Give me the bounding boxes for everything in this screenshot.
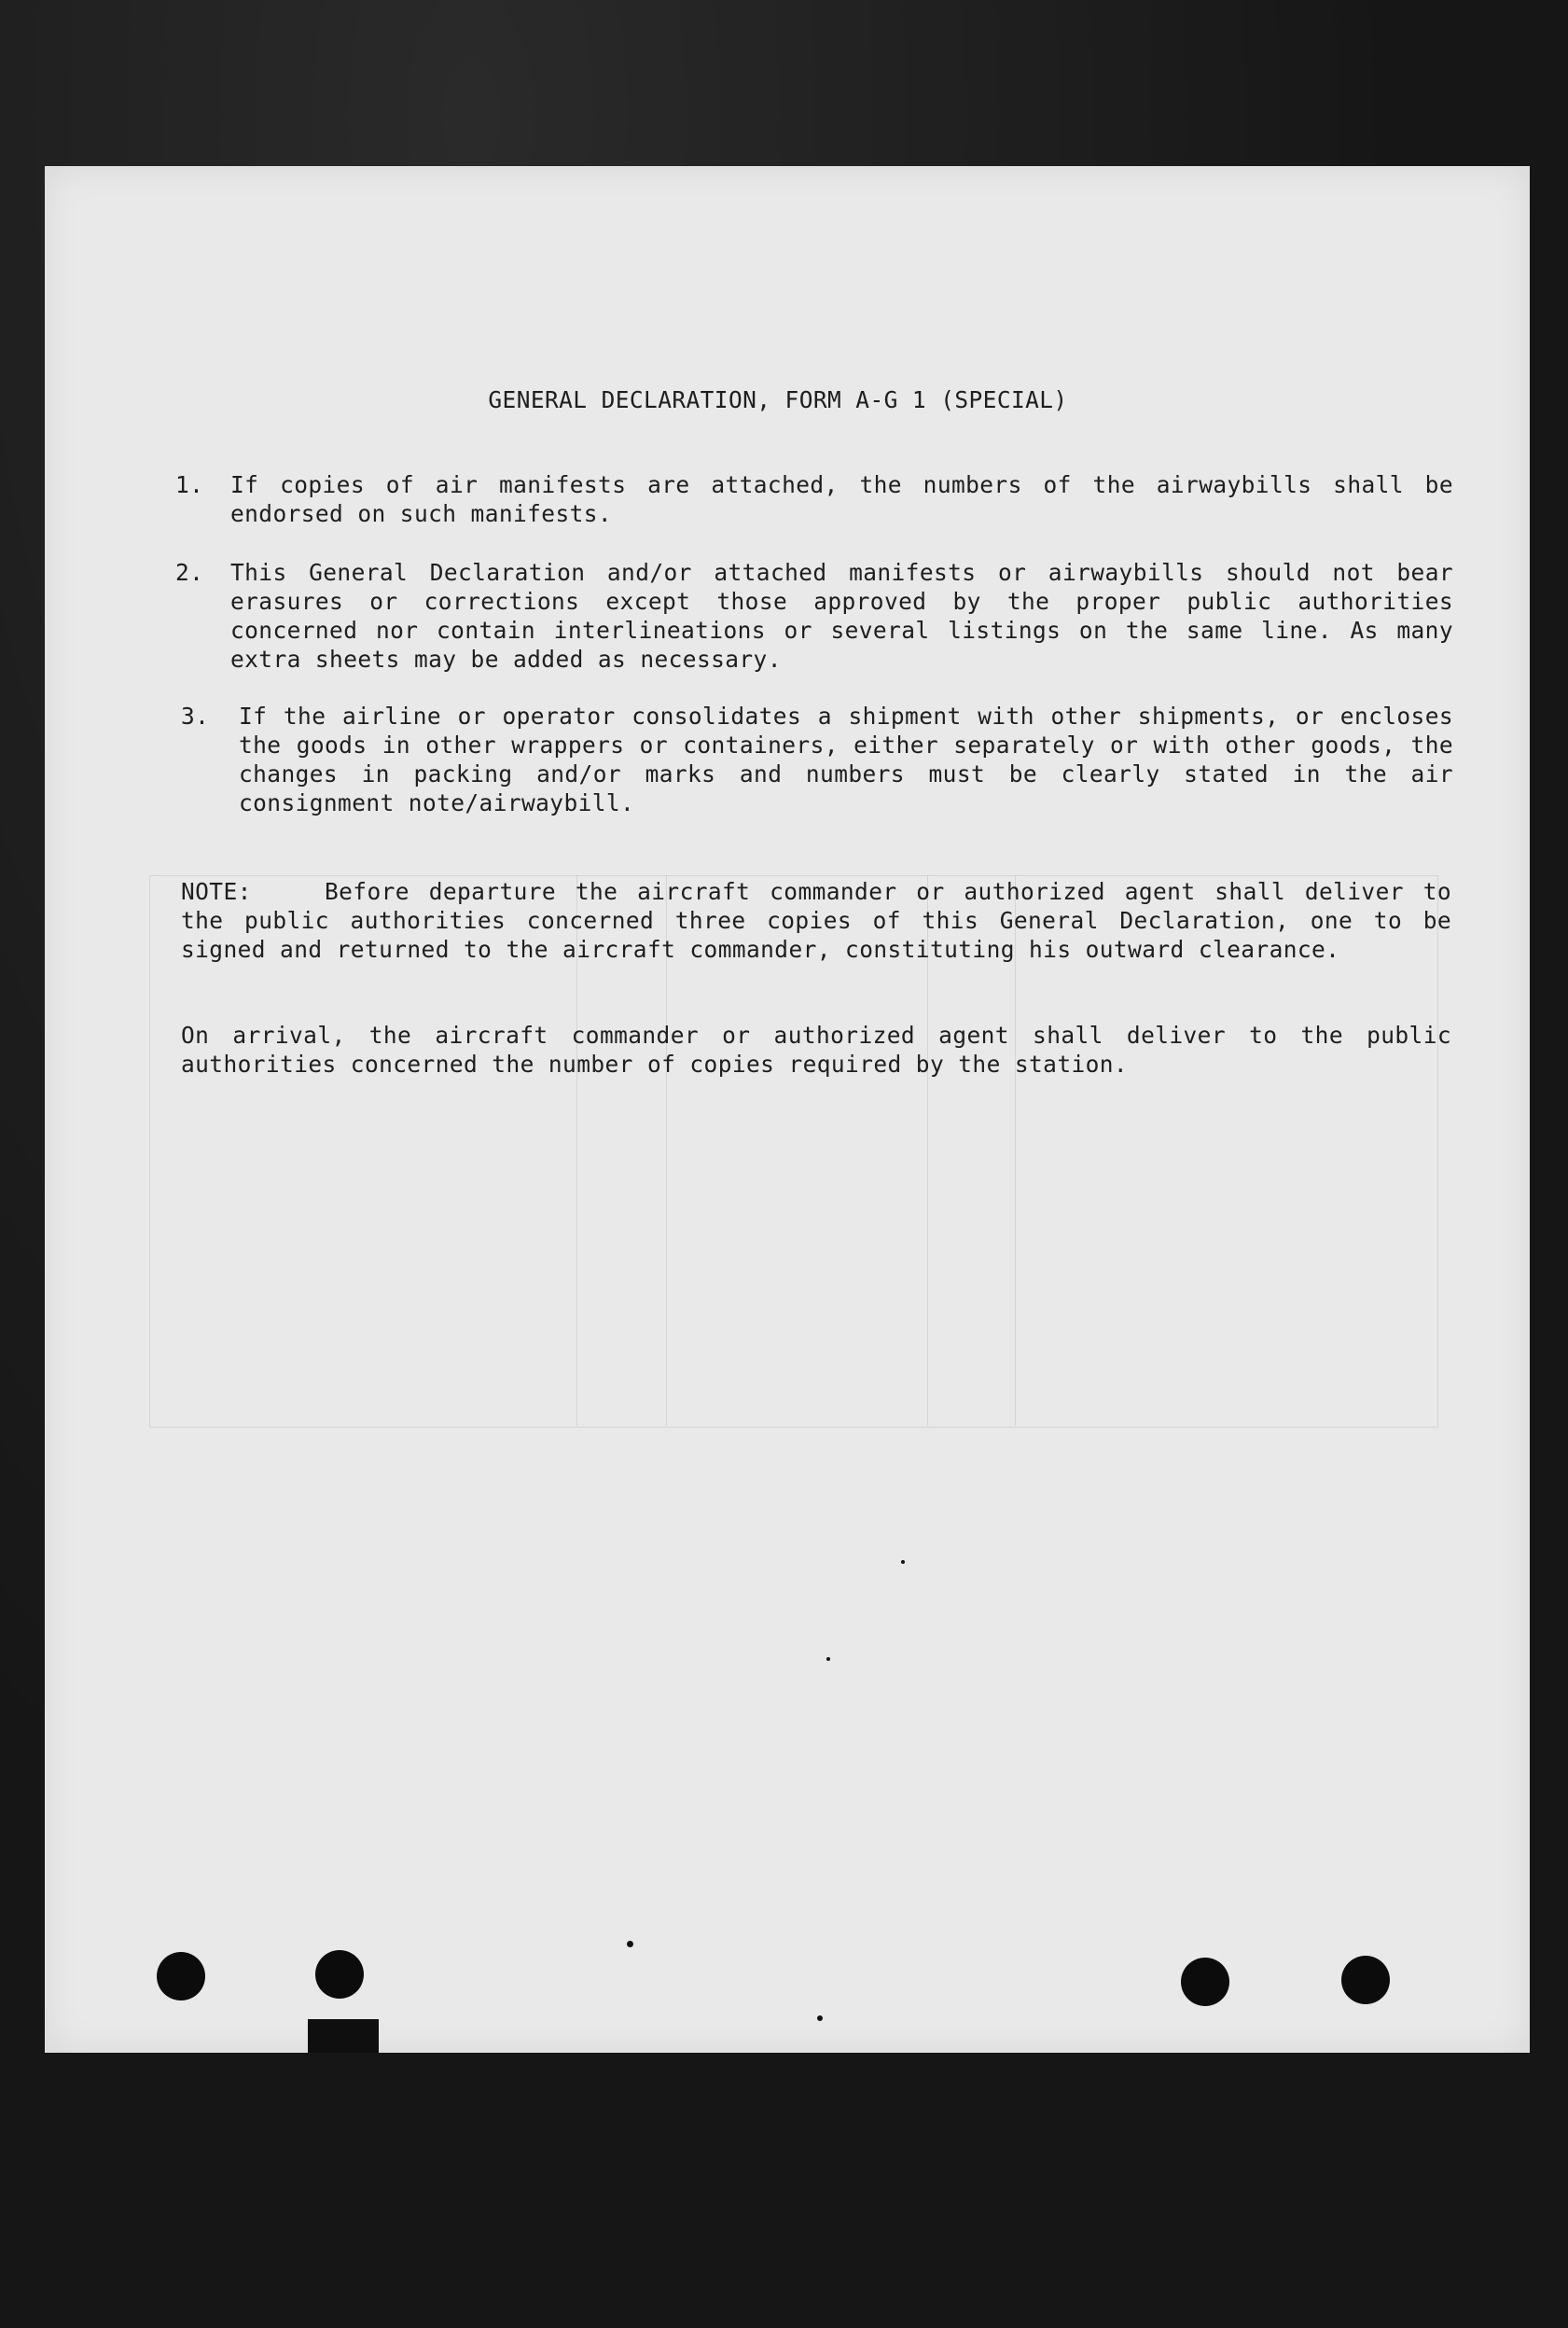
note-text: Before departure the aircraft commander or authorized agent shall deliver to the public authorities concerned three copies of this General Declaration, one to be signed and returned to the aircraft commander, constituting his outward clearance.	[181, 878, 1451, 963]
speck	[627, 1941, 633, 1947]
item-number: 1.	[175, 471, 204, 498]
binding-tab	[308, 2019, 379, 2053]
item-text: This General Declaration and/or attached manifests or airwaybills should not bear erasures or corrections except those approved by the proper public authorities concerned nor contain interlineations or several listings on the same line. As many extra sheets may be added as necessary.	[230, 559, 1453, 673]
speck	[901, 1560, 905, 1564]
item-number: 3.	[181, 703, 210, 730]
item-number: 2.	[175, 559, 204, 586]
punch-hole	[1341, 1956, 1390, 2004]
list-item	[181, 702, 1453, 817]
arrival-paragraph: On arrival, the aircraft commander or authorized agent shall deliver to the public authorities concerned the number of copies required by the station.	[181, 1022, 1451, 1078]
note-label: NOTE:	[181, 878, 252, 905]
list-item	[175, 470, 1453, 528]
speck	[826, 1657, 830, 1661]
list-item	[175, 558, 1453, 674]
document-page	[45, 166, 1530, 2053]
punch-hole	[315, 1950, 364, 1999]
item-text: If copies of air manifests are attached, the numbers of the airwaybills shall be endorsed on such manifests.	[230, 471, 1453, 527]
page-title: GENERAL DECLARATION, FORM A-G 1 (SPECIAL)	[488, 386, 1068, 413]
punch-hole	[157, 1952, 205, 2000]
note-paragraph	[181, 877, 1451, 964]
item-text: If the airline or operator consolidates a shipment with other shipments, or encloses the goods in other wrappers or containers, either separately or with other goods, the changes in packing and/or marks and numbers must be clearly stated in the air consignment note/airwaybill.	[239, 703, 1453, 816]
speck	[817, 2015, 823, 2021]
punch-hole	[1181, 1958, 1229, 2006]
